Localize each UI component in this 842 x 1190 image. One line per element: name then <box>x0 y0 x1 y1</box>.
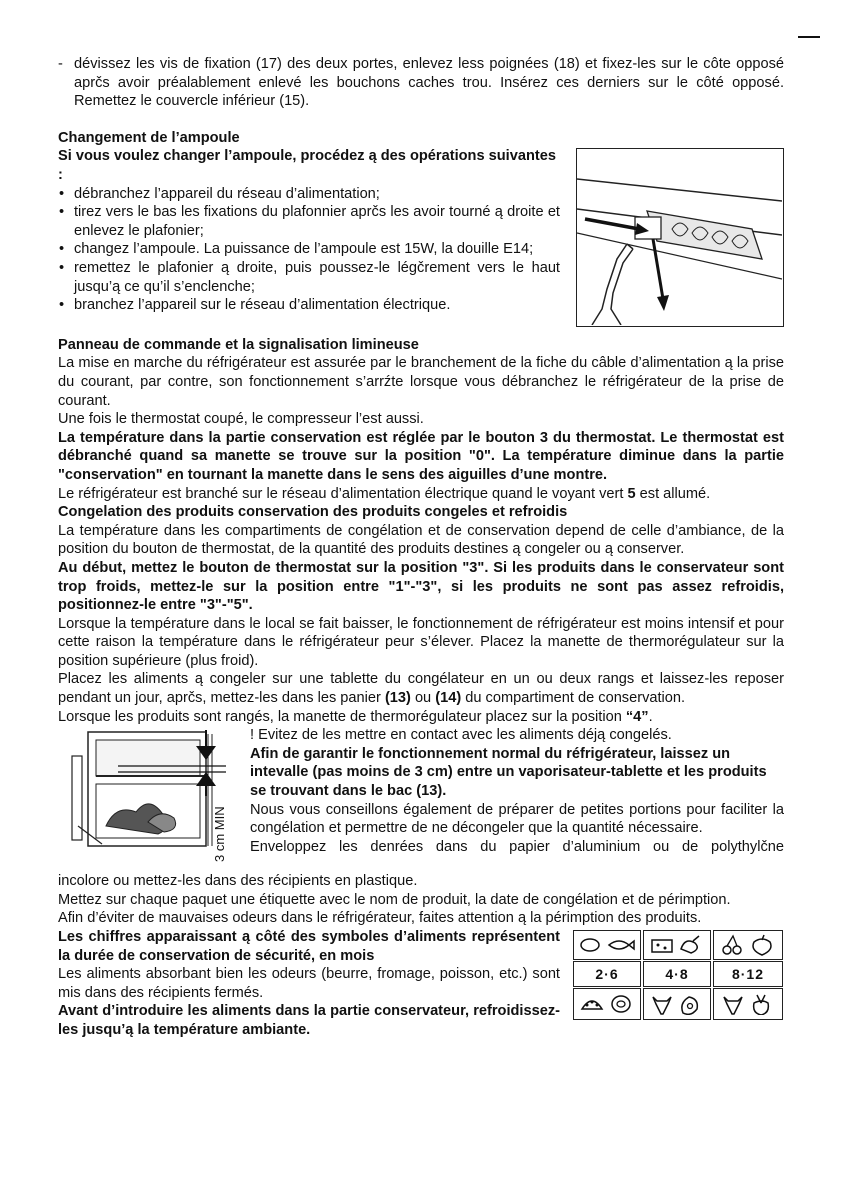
text: Lorsque les produits sont rangés, la manette de thermorégulateur placez sur la position <box>58 708 626 725</box>
text: (14) <box>435 690 462 707</box>
cheese-poultry-icon <box>643 930 711 960</box>
freezer-paragraph: Enveloppez les denrées dans du papier d’aluminium ou de polythylčne <box>250 838 784 855</box>
sweets-icon <box>573 988 641 1020</box>
text: du compartiment de conservation. <box>461 690 686 707</box>
list-item: • changez l’ampoule. La puissance de l’ampoule est 15W, la douille E14; <box>58 240 560 259</box>
storage-section <box>58 928 784 1040</box>
panel-paragraph-bold: La température dans la partie conservation est réglée par le bouton 3 du thermostat. Le thermostat est débranché quand sa manette se trouve sur la position "0". La température diminue dans la partie "conservation" en tournant la manette dans le sens des aiguilles d’une montre. <box>58 429 784 483</box>
beef-icon <box>643 988 711 1020</box>
page-marker <box>798 36 820 38</box>
text: “4” <box>625 708 649 725</box>
text: Placez les aliments ą congeler sur une tablette du congélateur en un ou deux rangs et laissez-les reposer pendant un jour, aprčs, mettez-les dans les panier <box>58 671 784 707</box>
text: ou <box>410 690 436 707</box>
panel-paragraph <box>58 485 784 504</box>
duration-cell: 2·6 <box>573 961 641 987</box>
text: . <box>648 708 653 725</box>
tail-paragraph: Afin d’éviter de mauvaises odeurs dans le réfrigérateur, faites attention ą la périmption des produits. <box>58 910 702 927</box>
lamp-section <box>58 129 784 329</box>
sausage-fish-icon <box>573 930 641 960</box>
freezer-illustration <box>58 726 238 872</box>
list-item: • remettez le plafonier ą droite, puis poussez-le légčrement vers le haut jusqu’ą ce qu’il s’enclenche; <box>58 259 560 296</box>
lamp-heading: Changement de l’ampoule <box>58 129 240 146</box>
storage-paragraph: Les aliments absorbant bien les odeurs (beurre, fromage, poisson, etc.) sont mis dans des récipients fermés. <box>58 966 560 1001</box>
freezer-bold: Afin de garantir le fonctionnement normal du réfrigérateur, laissez un intevalle (pas moins de 3 cm) entre un vaporisateur-tablette et les produits se trouvant dans le bac (13). <box>250 745 767 800</box>
congel-heading: Congelation des produits conservation des produits congeles et refroidis <box>58 504 568 521</box>
congel-paragraph-bold: Au début, mettez le bouton de thermostat sur la position "3". Si les produits dans le conservateur sont trop froids, mettez-le sur la position entre "1"-"3", si les produits ne sont pas assez refroidis, positionnez-le entre "3"-"5". <box>58 559 784 614</box>
congel-paragraph <box>58 708 784 727</box>
duration-cell: 8·12 <box>713 961 783 987</box>
lamp-steps <box>58 185 560 315</box>
freezer-paragraph: Nous vous conseillons également de préparer de petites portions pour faciliter la congélation et permettre de ne décongeler que la quantité nécessaire. <box>250 801 784 837</box>
cherry-apple-icon <box>713 930 783 960</box>
list-item: • débranchez l’appareil du réseau d’alimentation; <box>58 185 560 204</box>
duration-cell: 4·8 <box>643 961 711 987</box>
congel-paragraph <box>58 670 784 707</box>
intro-paragraph: - dévissez les vis de fixation (17) des deux portes, enlevez less poignées (18) et fixez-les sur le côte opposé aprčs avoir préalablement enlevé les bouchons caches trou. Insérez ces derniers sur le côté opposé. Remettez le couvercle inférieur (15). <box>58 55 784 111</box>
panel-paragraph: La mise en marche du réfrigérateur est assurée par le branchement de la fiche du câble d’alimentation ą la prise du courant, par contre, son fonctionnement s’arrźte lorsque vous débranchez le réfrigérateur de la prise de courant. <box>58 355 784 409</box>
lamp-illustration <box>576 148 784 327</box>
tail-paragraph: Mettez sur chaque paquet une étiquette avec le nom de produit, la date de congélation et de périmption. <box>58 891 731 908</box>
text: est allumé. <box>635 485 711 502</box>
congel-paragraph: La température dans les compartiments de congélation et de conservation depend de celle d’ambiance, de la position du bouton de thermostat, de la quantité des produits destines ą congeler ou ą conserver. <box>58 522 784 558</box>
freezer-diagram <box>58 726 238 872</box>
list-item: • tirez vers le bas les fixations du plafonnier aprčs les avoir tourné ą droite et enlevez le plafonier; <box>58 203 560 240</box>
storage-bold: Avant d’introduire les aliments dans la partie conservateur, refroidissez-les jusqu’ą la température ambiante. <box>58 1003 560 1038</box>
storage-bold: Les chiffres apparaissant ą côté des symboles d’aliments représentent la durée de conservation de sécurité, en mois <box>58 929 560 964</box>
content <box>58 55 784 1040</box>
panel-heading: Panneau de commande et la signalisation limineuse <box>58 336 419 353</box>
text: (13) <box>384 690 411 707</box>
storage-table <box>573 930 785 1022</box>
lamp-subheading: Si vous voulez changer l’ampoule, procédez ą des opérations suivantes : <box>58 148 556 183</box>
freezer-text <box>250 726 784 856</box>
vegetables-icon <box>713 988 783 1020</box>
list-item: • branchez l’appareil sur le réseau d’alimentation électrique. <box>58 296 560 315</box>
warning: ! Evitez de les mettre en contact avec les aliments déją congelés. <box>250 727 672 744</box>
gap-label: 3 cm MIN <box>212 806 227 863</box>
panel-paragraph: Une fois le thermostat coupé, le compresseur l’est aussi. <box>58 411 424 428</box>
congel-paragraph: Lorsque la température dans le local se fait baisser, le fonctionnement de réfrigérateur est moins intensif et pour cette raison la température dans le réfrigérateur peur s’élever. Placez la manette de thermorégulateur sur la position supérieure (plus froid). <box>58 615 784 669</box>
text: 5 <box>627 485 636 502</box>
text: Le réfrigérateur est branché sur le réseau d’alimentation électrique quand le voyant vert <box>58 485 628 502</box>
lamp-diagram <box>577 149 782 325</box>
tail-paragraph: incolore ou mettez-les dans des récipients en plastique. <box>58 873 418 890</box>
freezer-section <box>58 726 784 872</box>
